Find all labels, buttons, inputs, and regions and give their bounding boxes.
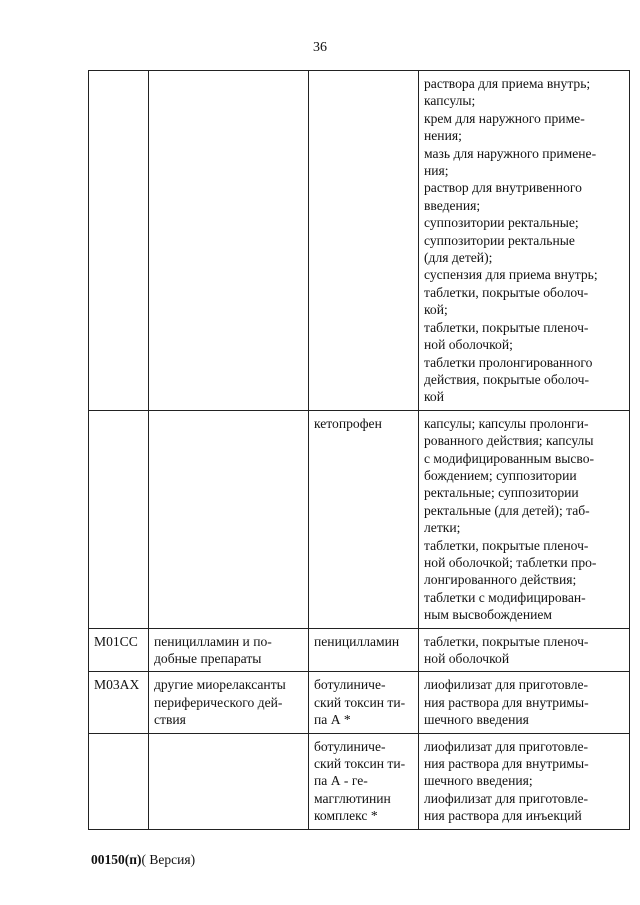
cell-text-line: летки; [424, 520, 461, 536]
cell-text-line: суппозитории ректальные; [424, 215, 579, 231]
cell-text-line: с модифицированным высво- [424, 450, 595, 466]
page-number: 36 [313, 40, 327, 55]
cell-text-line: па А - ге- [314, 773, 368, 789]
cell-text-line: лиофилизат для приготовле- [424, 677, 589, 693]
cell-text-line: капсулы; капсулы пролонги- [424, 415, 589, 431]
cell-text-line: лиофилизат для приготовле- [424, 790, 589, 806]
cell-text-line: ствия [154, 712, 186, 728]
cell-text-line: ной оболочкой; [424, 337, 513, 353]
group-name-cell [149, 71, 309, 411]
cell-text-line: M01CC [94, 633, 138, 649]
table-row [89, 733, 630, 829]
cell-text-line: ной оболочкой; таблетки про- [424, 554, 597, 570]
atc-code-cell [89, 733, 149, 829]
cell-text-line: па А * [314, 712, 351, 728]
cell-text-line: кетопрофен [314, 415, 382, 431]
cell-text-line: таблетки, покрытые пленоч- [424, 537, 589, 553]
cell-text-line: рованного действия; капсулы [424, 433, 594, 449]
cell-text-line: введения; [424, 197, 481, 213]
atc-code-cell [89, 628, 149, 672]
table-row [89, 410, 630, 628]
cell-text-line: действия, покрытые оболоч- [424, 371, 589, 387]
cell-text-line: раствор для внутривенного [424, 180, 582, 196]
group-name-cell [149, 672, 309, 733]
dosage-forms-cell [419, 71, 630, 411]
cell-text-line: магглютинин [314, 790, 391, 806]
cell-text-line: ния раствора для инъекций [424, 808, 582, 824]
dosage-forms-cell [419, 672, 630, 733]
cell-text-line: пеницилламин [314, 633, 400, 649]
cell-text-line: ния раствора для внутримы- [424, 756, 589, 772]
cell-text-line: ния раствора для внутримы- [424, 694, 589, 710]
document-code: 00150(п) [91, 852, 142, 867]
cell-text-line: ной оболочкой [424, 651, 510, 666]
cell-text-line: ния; [424, 163, 449, 179]
cell-text-line: периферического дей- [154, 694, 283, 710]
group-name-cell [149, 628, 309, 672]
cell-text-line: шечного введения; [424, 773, 533, 789]
cell-text-line: кой; [424, 302, 448, 318]
cell-text-line: комплекс * [314, 808, 378, 824]
cell-text-line: другие миорелаксанты [154, 677, 286, 693]
cell-text-line: ский токсин ти- [314, 756, 406, 772]
dosage-forms-cell [419, 733, 630, 829]
document-footer [91, 852, 195, 868]
cell-text-line: нения; [424, 128, 462, 144]
cell-text-line: M03AX [94, 677, 140, 693]
cell-text-line: таблетки пролонгированного [424, 354, 593, 370]
dosage-forms-cell [419, 628, 630, 672]
atc-code-cell [89, 672, 149, 733]
table-row [89, 71, 630, 411]
cell-text-line: мазь для наружного примене- [424, 145, 597, 161]
drug-name-cell [309, 410, 419, 628]
table-body [89, 71, 630, 830]
cell-text-line: ректальные (для детей); таб- [424, 502, 590, 518]
cell-text-line: лонгированного действия; [424, 572, 577, 588]
cell-text-line: лиофилизат для приготовле- [424, 738, 589, 754]
cell-text-line: суспензия для приема внутрь; [424, 267, 598, 283]
drug-name-cell [309, 672, 419, 733]
cell-text-line: ский токсин ти- [314, 694, 406, 710]
drug-name-cell [309, 628, 419, 672]
cell-text-line: бождением; суппозитории [424, 467, 577, 483]
cell-text-line: ботулиниче- [314, 677, 386, 693]
cell-text-line: таблетки с модифицирован- [424, 589, 586, 605]
cell-text-line: добные препараты [154, 651, 262, 666]
group-name-cell [149, 733, 309, 829]
cell-text-line: ботулиниче- [314, 738, 386, 754]
cell-text-line: шечного введения [424, 712, 529, 728]
cell-text-line: суппозитории ректальные [424, 232, 575, 248]
cell-text-line: ным высвобождением [424, 607, 553, 623]
cell-text-line: капсулы; [424, 93, 476, 109]
drug-list-table [88, 70, 630, 830]
dosage-forms-cell [419, 410, 630, 628]
cell-text-line: раствора для приема внутрь; [424, 76, 591, 91]
cell-text-line: ректальные; суппозитории [424, 485, 579, 501]
drug-name-cell [309, 71, 419, 411]
cell-text-line: (для детей); [424, 250, 493, 266]
table-row [89, 672, 630, 733]
cell-text-line: таблетки, покрытые пленоч- [424, 633, 589, 649]
group-name-cell [149, 410, 309, 628]
cell-text-line: пеницилламин и по- [154, 633, 272, 649]
document-version: ( Версия) [141, 852, 196, 867]
cell-text-line: кой [424, 389, 444, 405]
cell-text-line: крем для наружного приме- [424, 110, 585, 126]
cell-text-line: таблетки, покрытые оболоч- [424, 284, 589, 300]
atc-code-cell [89, 71, 149, 411]
cell-text-line: таблетки, покрытые пленоч- [424, 319, 589, 335]
atc-code-cell [89, 410, 149, 628]
table-row [89, 628, 630, 672]
drug-name-cell [309, 733, 419, 829]
